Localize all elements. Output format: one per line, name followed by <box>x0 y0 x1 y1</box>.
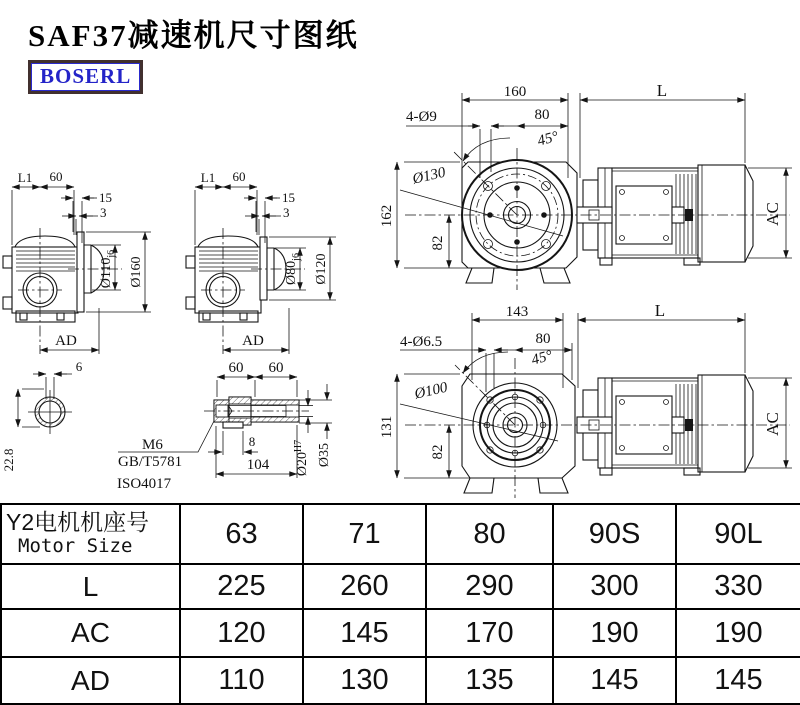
dim-15: 15 <box>282 190 295 205</box>
motor-size-label-cn: Y2电机机座号 <box>6 509 150 536</box>
column-header-63: 63 <box>180 504 303 564</box>
dim-162: 162 <box>379 204 395 228</box>
dim-ac: AC <box>763 202 782 226</box>
side-view-small <box>186 169 336 354</box>
dimension-table <box>0 503 800 705</box>
dim-L: L <box>656 81 668 100</box>
label-std-iso: ISO4017 <box>117 476 172 492</box>
table-header-row <box>1 504 800 564</box>
row-label-L: L <box>1 564 180 609</box>
base-bolt <box>203 313 210 320</box>
dim-l1: L1 <box>200 170 216 185</box>
table-cell: 145 <box>676 657 800 704</box>
column-header-80: 80 <box>426 504 553 564</box>
motor-size-header <box>1 504 180 564</box>
output-flange-plate <box>260 237 267 300</box>
dim-ad: AD <box>55 333 77 349</box>
dim-80: 80 <box>535 331 551 347</box>
dim-bore: $Ø20^{H7}$ <box>293 439 310 477</box>
dim-holes: 4-Ø9 <box>406 109 437 125</box>
dim-60b: 60 <box>268 360 284 376</box>
base-bolt <box>240 313 247 320</box>
column-header-71: 71 <box>303 504 426 564</box>
table-cell: 135 <box>426 657 553 704</box>
dim-104: 104 <box>246 457 270 473</box>
dim-l1: L1 <box>17 170 33 185</box>
dim-45deg: 45° <box>535 128 561 150</box>
shaft-detail-view <box>117 360 332 492</box>
table-cell: 300 <box>553 564 676 609</box>
page-title: SAF37减速机尺寸图纸 <box>28 18 359 53</box>
table-row-L <box>1 564 800 609</box>
side-view-large <box>3 169 151 354</box>
dim-15: 15 <box>99 190 112 205</box>
table-cell: 170 <box>426 609 553 657</box>
housing-foot <box>540 268 570 283</box>
dim-82: 82 <box>430 444 446 460</box>
dim-60: 60 <box>49 169 63 184</box>
dim-160: 160 <box>503 84 527 100</box>
input-cap <box>3 256 12 268</box>
table-cell: 225 <box>180 564 303 609</box>
dim-143: 143 <box>505 304 529 320</box>
base-bolt <box>57 313 64 320</box>
motor-foot <box>600 258 612 265</box>
table-cell: 145 <box>303 609 426 657</box>
dim-holes: 4-Ø6.5 <box>400 334 443 350</box>
dim-45deg: 45° <box>529 347 555 369</box>
dim-60a: 60 <box>228 360 244 376</box>
motor-foot <box>600 468 612 475</box>
housing-foot <box>466 268 494 283</box>
input-cap2 <box>186 297 195 309</box>
motor-size-label-en: Motor Size <box>18 534 133 557</box>
dim-82: 82 <box>430 235 446 251</box>
dim-hub-dia: $Ø110_{j6}$ <box>99 249 117 289</box>
row-label-AD: AD <box>1 657 180 704</box>
dim-22-8: 22.8 <box>1 448 16 472</box>
fan-cover-end <box>745 375 753 472</box>
shaft-end-view <box>1 359 83 471</box>
dim-8: 8 <box>248 434 256 449</box>
dim-flange-dia: Ø160 <box>129 256 144 288</box>
table-cell: 290 <box>426 564 553 609</box>
dim-bolt-circle: Ø130 <box>411 164 448 188</box>
fan-cover <box>698 375 745 472</box>
dim-flange-dia: Ø120 <box>314 253 329 285</box>
base-bolt <box>20 313 27 320</box>
input-cap <box>186 256 195 268</box>
label-std-gb: GB/T5781 <box>118 454 183 470</box>
column-header-90s: 90S <box>553 504 676 564</box>
fan-cover <box>698 165 745 262</box>
table-cell: 130 <box>303 657 426 704</box>
dim-ad: AD <box>242 333 264 349</box>
dim-bolt-circle: Ø100 <box>413 379 450 403</box>
keyway <box>223 422 243 428</box>
dim-shaft-dia: Ø35 <box>317 442 332 468</box>
dim-80: 80 <box>534 107 550 123</box>
dim-131: 131 <box>379 415 395 439</box>
row-label-AC: AC <box>1 609 180 657</box>
brand-logo: BOSERL <box>28 60 143 94</box>
table-row-AC <box>1 609 800 657</box>
table-cell: 190 <box>553 609 676 657</box>
dim-3: 3 <box>100 205 107 220</box>
front-assembly-top <box>379 81 792 290</box>
dim-L: L <box>654 301 666 320</box>
angle-arc <box>463 138 510 161</box>
table-cell: 110 <box>180 657 303 704</box>
housing-foot <box>538 478 568 493</box>
angle-arc <box>463 352 508 373</box>
dim-60: 60 <box>232 169 246 184</box>
table-cell: 145 <box>553 657 676 704</box>
dim-6: 6 <box>75 359 83 374</box>
dim-3: 3 <box>283 205 290 220</box>
column-header-90l: 90L <box>676 504 800 564</box>
table-cell: 330 <box>676 564 800 609</box>
dim-hub-dia: $Ø80_{j6}$ <box>284 253 302 285</box>
input-cap2 <box>3 297 12 309</box>
table-row-AD <box>1 657 800 704</box>
output-flange-plate <box>77 232 84 312</box>
front-assembly-bottom <box>379 301 792 498</box>
table-cell: 260 <box>303 564 426 609</box>
thread-leader <box>118 421 214 452</box>
dim-ac: AC <box>763 412 782 436</box>
housing-foot <box>464 478 494 493</box>
fan-cover-end <box>745 165 753 262</box>
label-thread: M6 <box>142 437 163 453</box>
table-cell: 190 <box>676 609 800 657</box>
table-cell: 120 <box>180 609 303 657</box>
